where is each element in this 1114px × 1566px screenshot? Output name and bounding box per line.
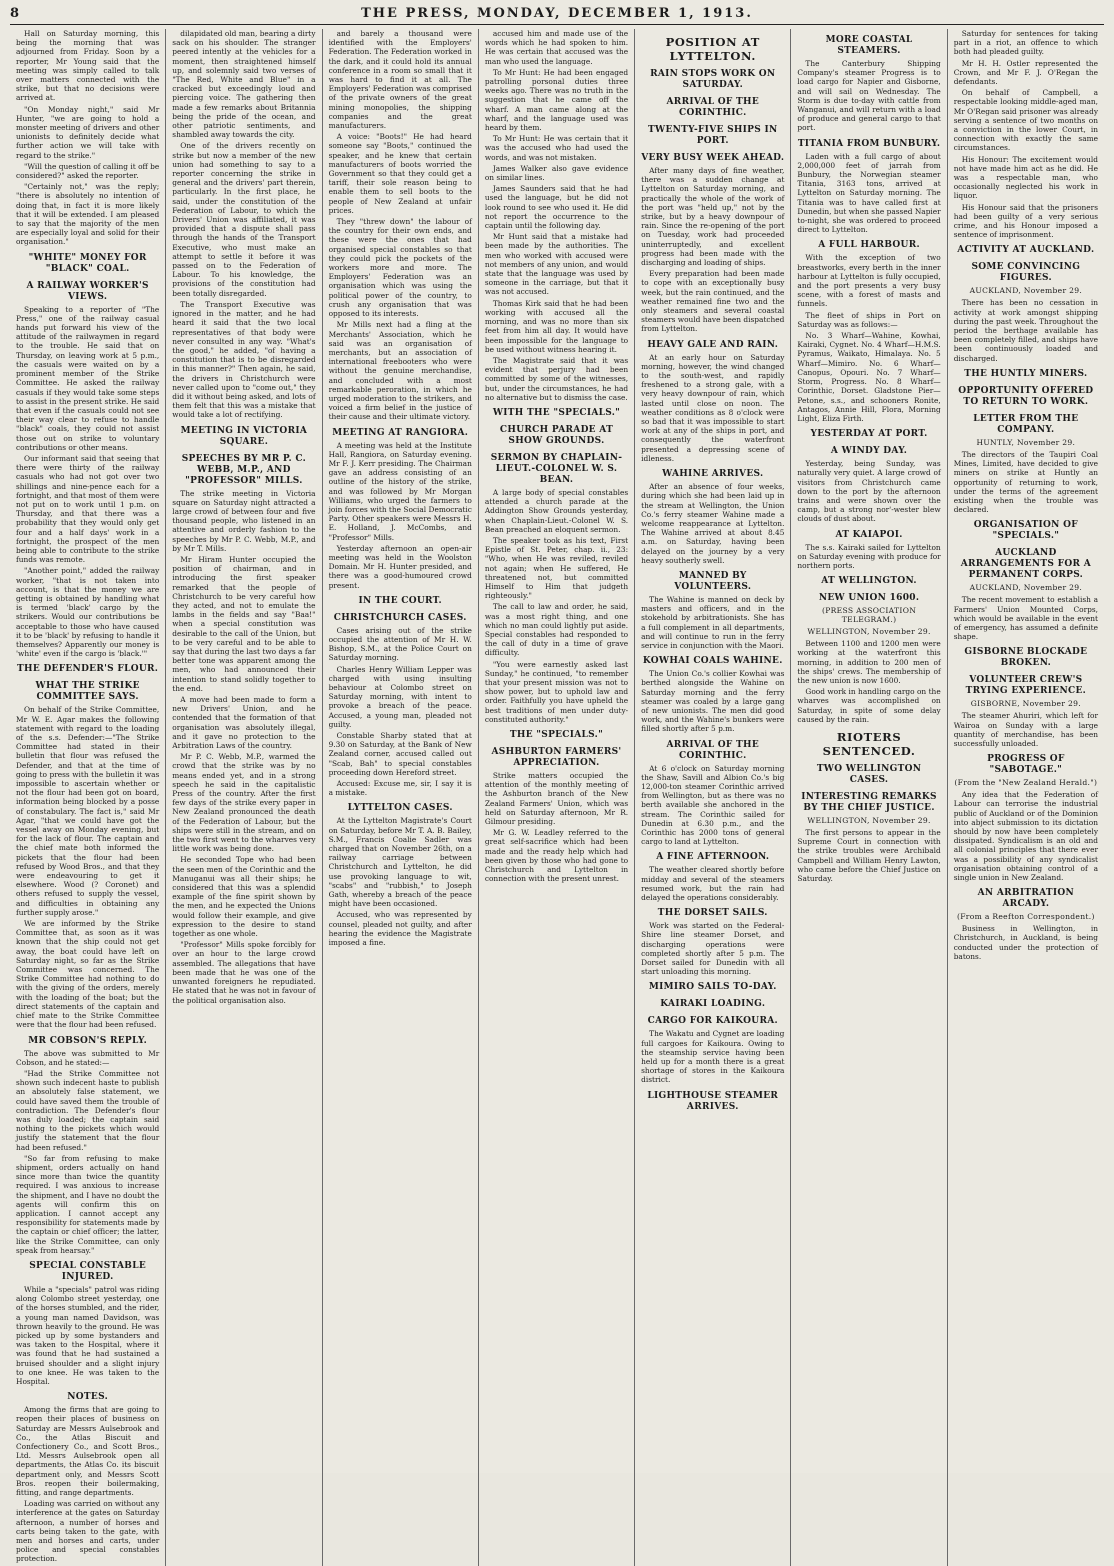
article-paragraph: After an absence of four weeks, during which she had been laid up in the stream at Wellington, the Union Co.'s ferry steamer Wahine made a welcome reappearance at Lyttelton. The Wahine arrived at about 8.45 a.m. on Saturday, having been delayed on the journey by a very heavy southerly swell. bbox=[641, 482, 785, 565]
masthead-title: THE PRESS, MONDAY, DECEMBER 1, 1913. bbox=[361, 6, 753, 21]
article-paragraph: He seconded Tope who had been the seen men of the Corinthic and the Manuganui was all their ships; he considered that this was a splendid example of the fine spirit shown by the men, and he expected the Unions would follow their example, and give expression to the desire to stand together as one whole. bbox=[172, 855, 316, 939]
article-paragraph: Laden with a full cargo of about 2,000,000 feet of jarrah from Bunbury, the Norwegian steamer Titania, 3163 tons, arrived at Lyttelton on Saturday morning. The Titania was to have called first at Dunedin, but when she passed Napier to-night, she was ordered to proceed direct to Lyttelton. bbox=[797, 151, 941, 235]
article-paragraph: Mr P. C. Webb, M.P., warmed the crowd that the strike was by no means ended yet, and in a strong speech he said in the capitalistic Press of the country. After the first few days of the strike every paper in New Zealand pronounced the death of the Federation of Labour, but the ships were still in the stream, and on the two first went to the wharves very little work was being done. bbox=[172, 752, 316, 854]
article-paragraph: At 6 o'clock on Saturday morning the Shaw, Savill and Albion Co.'s big 12,000-ton steamer Corinthic arrived from Wellington, but as there was no berth available she anchored in the stream. The Corinthic sailed for Dunedin at 6.30 p.m., and the Corinthic has 2000 tons of general cargo to land at Lyttelton. bbox=[641, 763, 785, 847]
headline: POSITION AT LYTTELTON. bbox=[665, 35, 760, 63]
article-paragraph: Strike matters occupied the attention of the monthly meeting of the Ashburton branch of the New Zealand Farmers' Union, which was held on Saturday afternoon, Mr R. Gilmour presiding. bbox=[484, 771, 629, 827]
article-paragraph: With the exception of two breastworks, every berth in the inner harbour at Lyttelton is fully occupied, and the port presents a very busy scene, with a forest of masts and funnels. bbox=[797, 253, 941, 309]
headline: INTERESTING REMARKS BY THE CHIEF JUSTICE. bbox=[801, 791, 937, 813]
article-paragraph: dilapidated old man, bearing a dirty sack on his shoulder. The stranger peered intently at the vehicles for a moment, then straightened himself up, and solemnly said two verses of "The Red, White and Blue" in a cracked but exceedingly loud and piercing voice. The gathering then made a few remarks about Britannia being the pride of the ocean, and other patriotic sentiments, and shambled away towards the city. bbox=[172, 29, 316, 140]
article-paragraph: Mr H. H. Ostler represented the Crown, and Mr F. J. O'Regan the defendants. bbox=[953, 58, 1098, 87]
article-paragraph: "Professor" Mills spoke forcibly for over an hour to the large crowd assembled. The allegations that have been made that he was one of the unwanted foreigners he repudiated. He stated that he was not in favour of the political organisation also. bbox=[172, 940, 316, 1005]
headline: AN ARBITRATION ARCADY. bbox=[977, 888, 1075, 910]
headline: IN THE COURT. bbox=[358, 595, 442, 606]
page-number: 8 bbox=[10, 6, 20, 21]
headline: WAHINE ARRIVES. bbox=[662, 469, 764, 480]
headline: THE "SPECIALS." bbox=[509, 730, 604, 740]
article-paragraph: While a "specials" patrol was riding along Colombo street yesterday, one of the horses stumbled, and the rider, a young man named Davidson, was thrown heavily to the ground. He was picked up by some bystanders and was taken to the Hospital, where it was found that he had sustained a bruised shoulder and a slight injury to one knee. He was taken to the Hospital. bbox=[16, 1284, 160, 1386]
headline: WITH THE "SPECIALS." bbox=[492, 407, 621, 418]
article-paragraph: The above was submitted to Mr Cobson, and he stated:— bbox=[16, 1048, 160, 1067]
article-paragraph: Accused, who was represented by counsel, pleaded not guilty, and after hearing the evidence the Magistrate imposed a fine. bbox=[328, 910, 472, 948]
article-paragraph: The steamer Ahuriri, which left for Wairoa on Sunday with a large quantity of merchandise, has been successfully unloaded. bbox=[953, 711, 1098, 748]
headline: KAIRAKI LOADING. bbox=[660, 999, 766, 1010]
article-paragraph: The directors of the Taupiri Coal Mines, Limited, have decided to give miners on strike at Huntly an opportunity of returning to work, under the terms of the agreement existing when the trouble was declared. bbox=[953, 449, 1098, 515]
article-paragraph: Mr Mills next had a fling at the Merchants' Association, which he said was an organisation of merchants, but an association of international freebooters who were without the genuine merchandise, and concluded with a most remarkable peroration, in which he urged moderation to the strikers, and voiced a firm belief in the justice of their cause and their ultimate victory. bbox=[328, 320, 472, 422]
article-paragraph: "Had the Strike Committee not shown such indecent haste to publish an absolutely false statement, we could have saved them the trouble of contradiction. The Defender's flour was duly loaded; the captain said nothing to the pickets which would justify the statement that the flour had been refused." bbox=[16, 1068, 160, 1152]
article-paragraph: We are informed by the Strike Committee that, as soon as it was known that the ship could not get away, the boat could have left on Saturday night, so far as the Strike Committee was concerned. The Strike Committee had nothing to do with the giving of the orders, merely with the loading of the boat; but the direct statements of the captain and chief mate to the Strike Committee were that the flour had been refused. bbox=[16, 919, 160, 1030]
headline: ASHBURTON FARMERS' APPRECIATION. bbox=[491, 747, 622, 768]
article-paragraph: Among the firms that are going to reopen their places of business on Saturday are Messrs Aulsebrook and Co., the Atlas Biscuit and Confectionery Co., and Scott Bros., Ltd. Messrs Aulsebrook open all departments, the Atlas Co. its biscuit department only, and Messrs Scott Bros. reopen their boilermaking, fitting, and range departments. bbox=[16, 1405, 160, 1498]
column-4 bbox=[479, 29, 635, 1566]
article-paragraph: They "threw down" the labour of the country for their own ends, and these were the ones that had organised special constables so that they could pick the pockets of the workers more and more. The Employers' Federation was an organisation which was using the political power of the country, to crush any organisation that was opposed to its interests. bbox=[328, 217, 472, 319]
article-paragraph: Loading was carried on without any interference at the gates on Saturday afternoon, a number of horses and carts being taken to the gate, with men and horses and carts, under police and special constables protection. bbox=[16, 1499, 160, 1564]
article-paragraph: James Saunders said that he had used the language, but he did not look round to see who used it. He did not report the occurrence to the captain until the following day. bbox=[484, 184, 629, 231]
headline: A WINDY DAY. bbox=[830, 446, 908, 457]
column-2 bbox=[166, 29, 322, 1566]
headline: PROGRESS OF "SABOTAGE." bbox=[987, 754, 1065, 776]
column-5 bbox=[635, 29, 791, 1566]
article-paragraph: accused him and made use of the words which he had spoken to him. He was certain that accused was the man who used the language. bbox=[484, 29, 629, 66]
headline: WHAT THE STRIKE COMMITTEE SAYS. bbox=[35, 681, 140, 703]
column-3 bbox=[323, 29, 479, 1566]
article-paragraph: The speaker took as his text, First Epistle of St. Peter, chap. ii., 23: "Who, when He was reviled, reviled not again; when He suffered, He threatened not, but committed Himself to Him that judgeth righteously." bbox=[484, 535, 629, 601]
headline: CARGO FOR KAIKOURA. bbox=[647, 1016, 778, 1027]
column-7 bbox=[948, 29, 1104, 1566]
article-paragraph: A large body of special constables attended a church parade at the Addington Show Grounds yesterday, when Chaplain-Lieut.-Colonel W. S. Bean preached an eloquent sermon. bbox=[484, 487, 629, 534]
article-paragraph: Between 1100 and 1200 men were working at the waterfront this morning, in addition to 200 men of the ships' crews. The membership of the new union is now 1600. bbox=[797, 639, 941, 685]
headline: A RAILWAY WORKER'S VIEWS. bbox=[26, 280, 149, 302]
headline: LIGHTHOUSE STEAMER ARRIVES. bbox=[647, 1090, 779, 1112]
article-paragraph: Business in Wellington, in Christchurch, in Auckland, is being conducted under the protection of batons. bbox=[953, 924, 1098, 961]
article-paragraph: A meeting was held at the Institute Hall, Rangiora, on Saturday evening. Mr F. J. Kerr presiding. The Chairman gave an address consisting of an outline of the history of the strike, and was followed by Mr Morgan Williams, who urged the farmers to join forces with the Social Democratic Party. Other speakers were Messrs H. E. Holland, J. McCombs, and "Professor" Mills. bbox=[328, 440, 472, 542]
dateline: (From a Reefton Correspondent.) bbox=[956, 912, 1095, 922]
dateline: AUCKLAND, November 29. bbox=[969, 286, 1083, 296]
article-paragraph: "On Monday night," said Mr Hunter, "we are going to hold a monster meeting of drivers and other unionists to definitely decide what further action we will take with regard to the strike." bbox=[16, 104, 160, 160]
article-paragraph: Speaking to a reporter of "The Press," one of the railway casual hands put forward his view of the attitude of the railwaymen in regard to the trouble. He said that on Thursday, on leaving work at 5 p.m., the casuals were waited on by a prominent member of the Strike Committee. He asked the railway casuals if they would take some steps to assist in the present strike. He said that even if the casuals could not see their way clear to refuse to handle "black" coals, they could not assist those out on strike to voluntary contributions or other means. bbox=[16, 304, 160, 452]
article-paragraph: The Union Co.'s collier Kowhai was berthed alongside the Wahine on Saturday morning and the ferry steamer was coaled by a large gang of new unionists. The men did good work, and the Wahine's bunkers were filled shortly after 5 p.m. bbox=[641, 669, 785, 734]
article-paragraph: His Honour said that the prisoners had been guilty of a very serious crime, and his Honour imposed a sentence of imprisonment. bbox=[953, 202, 1098, 240]
headline: RIOTERS SENTENCED. bbox=[822, 729, 916, 758]
headline: NEW UNION 1600. bbox=[818, 593, 920, 604]
article-paragraph: James Walker also gave evidence on similar lines. bbox=[484, 163, 629, 183]
article-paragraph: At the Lyttelton Magistrate's Court on Saturday, before Mr T. A. B. Bailey, S.M., Francis Coalie Sadler was charged that on November 26th, on a railway carriage between Christchurch and Lyttelton, he did use provoking language to wit, "scabs" and "rubbish," to Joseph Gath, whereby a breach of the peace might have been occasioned. bbox=[328, 816, 472, 909]
masthead bbox=[10, 6, 1104, 25]
headline: AT WELLINGTON. bbox=[821, 576, 917, 587]
article-paragraph: Every preparation had been made to cope with an exceptionally busy week, but the rain continued, and the weather remained fine two and the only steamers and several coastal steamers would have been dispatched from Lyttelton. bbox=[641, 269, 785, 334]
headline: RAIN STOPS WORK ON SATURDAY. bbox=[650, 69, 776, 90]
article-paragraph: Accused: Excuse me, sir, I say it is a mistake. bbox=[328, 779, 472, 798]
dateline: GISBORNE, November 29. bbox=[970, 699, 1081, 709]
article-paragraph: On behalf of Campbell, a respectable looking middle-aged man, Mr O'Regan said prisoner was already serving a sentence of two months on a conviction in the lower Court, in connection with exactly the same circumstances. bbox=[953, 88, 1098, 153]
article-paragraph: Mr Hunt said that a mistake had been made by the authorities. The men who worked with accused were not members of any union, and would state that the language was used by someone in the carriage, but that it was not accused. bbox=[484, 232, 629, 297]
headline: THE HUNTLY MINERS. bbox=[964, 368, 1088, 379]
headline: THE DEFENDER'S FLOUR. bbox=[17, 664, 159, 675]
dateline: (From the "New Zealand Herald.") bbox=[954, 778, 1098, 788]
article-paragraph: The Magistrate said that it was evident that perjury had been committed by some of the witnesses, but, under the circumstances, he had no alternative but to dismiss the case. bbox=[484, 355, 629, 402]
article-paragraph: To Mr Hunt: He had been engaged patrolling porsonal duties three weeks ago. There was no truth in the suggestion that he came off the wharf. A man came along at the wharf, and the language used was heard by them. bbox=[484, 67, 629, 133]
headline: AUCKLAND ARRANGEMENTS FOR A PERMANENT CORPS. bbox=[960, 548, 1091, 581]
headline: CHRISTCHURCH CASES. bbox=[333, 612, 467, 623]
article-paragraph: On behalf of the Strike Committee, Mr W. E. Agar makes the following statement with regard to the loading of the s.s. Defender:—"The Strike Committee had stated in their bulletin that flour was refused the Defender, and that at the time of going to press with the bulletin it was impossible to ascertain whether or not the flour had been got on board, information being blocked by a posse of constabulary. The fact is," said Mr Agar, "that we could have got the vessel away on Monday evening, but for the lack of flour. The captain and the chief mate both informed the pickets that the flour had been refused by Wood Bros., and that they were endeavouring to get it elsewhere. Wood (? Coronet) and others refused to supply the vessel, and difficulties in obtaining any further supply arose." bbox=[16, 705, 160, 917]
article-paragraph: The first persons to appear in the Supreme Court in connection with the strike troubles were Archibald Campbell and William Henry Lawton, who came before the Chief Justice on Saturday. bbox=[797, 827, 941, 883]
headline: MORE COASTAL STEAMERS. bbox=[825, 35, 913, 56]
article-paragraph: The call to law and order, he said, was a most right thing, and one which no man could lightly put aside. Special constables had responded to the call of duty in a time of grave difficulty. bbox=[484, 602, 629, 658]
headline: ORGANISATION OF "SPECIALS." bbox=[973, 520, 1078, 542]
article-paragraph: Our informant said that seeing that there were thirty of the railway casuals who had not got over two shillings and nine-pence each for a fortnight, and that most of them were not put on to work until 1 p.m. on Thursday, and that there was a probability that they would only get four and a half days' work in a fortnight, the prospect of the men being able to contribute to the strike funds was remote. bbox=[16, 453, 160, 565]
dateline: (PRESS ASSOCIATION TELEGRAM.) bbox=[821, 606, 917, 625]
article-paragraph: "Another point," added the railway worker, "that is not taken into account, is that the money we are getting is obtained by handling what is termed 'black' cargo by the strikers. Would our contributions be acceptable to those who have caused it to be 'black' by refusing to handle it themselves? Apparently our money is 'white' even if the cargo is 'black.'" bbox=[16, 566, 160, 659]
headline: VERY BUSY WEEK AHEAD. bbox=[641, 153, 785, 163]
article-paragraph: Yesterday, being Sunday, was naturally very quiet. A large crowd of visitors from Christchurch came down to the port by the afternoon trains and were shown over the camp, but a strong nor'-wester blew clouds of dust about. bbox=[797, 459, 941, 524]
headline: LETTER FROM THE COMPANY. bbox=[973, 413, 1079, 435]
article-paragraph: Thomas Kirk said that he had been working with accused all the morning, and was no more than six feet from him all day. It would have been impossible for the language to be used without witness hearing it. bbox=[484, 298, 629, 354]
headline: MIMIRO SAILS TO-DAY. bbox=[648, 982, 777, 993]
article-paragraph: The Wakatu and Cygnet are loading full cargoes for Kaikoura. Owing to the steamship service having been held up for a month there is a great shortage of stores in the Kaikoura district. bbox=[641, 1029, 785, 1085]
article-paragraph: One of the drivers recently on strike but now a member of the new union had something to say to a reporter concerning the strike in general and the drivers' part therein, particularly. In the first place, he said, under the constitution of the Federation of Labour, to which the Drivers' Union was affiliated, it was provided that a dispute shall pass through the hands of the Transport Executive, who must make an attempt to settle it before it was passed on to the Federation of Labour. To his knowledge, the provisions of the constitution had been totally disregarded. bbox=[172, 141, 316, 298]
article-paragraph: There has been no cessation in activity at work amongst shipping during the past week. Throughout the period the berthage available has been completely filled, and ships have been continuously loaded and discharged. bbox=[953, 298, 1098, 363]
headline: MEETING AT RANGIORA. bbox=[332, 427, 469, 438]
article-paragraph: The Canterbury Shipping Company's steamer Progress is to load cargo for Napier and Gisborne, and will sail on Wednesday. The Storm is due to-day with cattle from Wanganui, and will return with a load of produce and general cargo to that port. bbox=[797, 59, 941, 133]
headline: TWO WELLINGTON CASES. bbox=[816, 763, 922, 785]
article-paragraph: Saturday for sentences for taking part in a riot, an offence to which both had pleaded guilty. bbox=[953, 29, 1098, 57]
article-paragraph: Good work in handling cargo on the wharves was accomplished on Saturday, in spite of some delay caused by the rain. bbox=[797, 687, 941, 724]
headline: A FINE AFTERNOON. bbox=[656, 852, 770, 863]
headline: MR COBSON'S REPLY. bbox=[28, 1035, 148, 1046]
article-paragraph: Constable Sharby stated that at 9.30 on Saturday, at the Bank of New Zealand corner, accused called out "Scab, Bah" to special constables proceeding down Hereford street. bbox=[328, 731, 472, 777]
headline: ARRIVAL OF THE CORINTHIC. bbox=[666, 97, 760, 118]
headline: CHURCH PARADE AT SHOW GROUNDS. bbox=[499, 424, 614, 446]
headline: LYTTELTON CASES. bbox=[347, 803, 453, 814]
headline: SPEECHES BY MR P. C. WEBB, M.P., AND "PROFESSOR" MILLS. bbox=[181, 453, 307, 486]
headline: SPECIAL CONSTABLE INJURED. bbox=[29, 1260, 147, 1282]
article-paragraph: "You were earnestly asked last Sunday," he continued, "to remember that your present mission was not to show power, but to uphold law and order. Faithfully you have upheld the best traditions of men under duty-constituted authority." bbox=[484, 659, 629, 724]
article-paragraph: A move had been made to form a new Drivers' Union, and he contended that the formation of that organisation was absolutely illegal, and it gave no protection to the Arbitration Laws of the country. bbox=[172, 695, 316, 751]
dateline: WELLINGTON, November 29. bbox=[807, 815, 931, 825]
headline: "WHITE" MONEY FOR "BLACK" COAL. bbox=[28, 252, 147, 274]
article-paragraph: Charles Henry William Lepper was charged with using insulting behaviour at Colombo street on Saturday morning, with intent to provoke a breach of the peace. Accused, a young man, pleaded not guilty. bbox=[328, 664, 472, 729]
headline: THE DORSET SAILS. bbox=[657, 908, 768, 919]
headline: YESTERDAY AT PORT. bbox=[810, 429, 928, 440]
headline: MEETING IN VICTORIA SQUARE. bbox=[180, 425, 308, 447]
article-paragraph: His Honour: The excitement would not have made him act as he did. He was a respectable man, who occasionally neglected his work in liquor. bbox=[953, 154, 1098, 201]
headline: ACTIVITY AT AUCKLAND. bbox=[957, 245, 1095, 256]
article-paragraph: Cases arising out of the strike occupied the attention of Mr H. W. Bishop, S.M., at the Police Court on Saturday morning. bbox=[328, 625, 472, 663]
article-paragraph: Hall on Saturday morning, this being the morning that was adjourned from Friday. Soon by a reporter, Mr Young said that the meeting was simply called to talk over matters connected with the strike, but that no decisions were arrived at. bbox=[16, 29, 160, 103]
headline: HEAVY GALE AND RAIN. bbox=[647, 339, 779, 350]
headline: SERMON BY CHAPLAIN-LIEUT.-COLONEL W. S. BEAN. bbox=[490, 452, 623, 485]
article-paragraph: Mr Hiram Hunter occupied the position of chairman, and in introducing the first speaker remarked that the people of Christchurch to be very careful how they acted, and not to emulate the lambs in the fields and say "Baa!" when a special constitution was desirable to the call of the Union, but to be very careful and to be able to say that during the last two days a far better tone was apparent among the men, who had announced their intention to stand solidly together to the end. bbox=[172, 554, 316, 693]
article-paragraph: The Transport Executive was ignored in the matter, and he had heard it said that the two local representatives of that body were never consulted in any way. "What's the good," he added, "of having a constitution that is to be disregarded in this manner?" Then again, he said, the drivers in Christchurch were never called upon to "come out," they did it without being asked, and lots of them felt that this was a mistake that would take a lot of rectifying. bbox=[172, 299, 316, 420]
column-6 bbox=[791, 29, 947, 1566]
article-paragraph: The Wahine is manned on deck by masters and officers, and in the stokehold by arbitrationists. She has a full complement in all departments, and will continue to run in the ferry service in conjunction with the Maori. bbox=[641, 594, 785, 650]
article-paragraph: After many days of fine weather, there was a sudden change at Lyttelton on Saturday morning, and practically the whole of the work of the port was "held up," not by the strike, but by a heavy downpour of rain. Since the re-opening of the port on Tuesday, work had proceeded uninterruptedly, and excellent progress had been made with the discharging and loading of ships. bbox=[641, 166, 785, 268]
headline: NOTES. bbox=[67, 1392, 109, 1403]
dateline: HUNTLY, November 29. bbox=[976, 437, 1076, 447]
article-paragraph: The weather cleared shortly before midday and several of the steamers resumed work, but the rain had delayed the operations considerably. bbox=[641, 865, 785, 902]
article-paragraph: The strike meeting in Victoria square on Saturday night attracted a large crowd of between four and five thousand people, who listened in an attentive and orderly fashion to the speeches by Mr P. C. Webb, M.P., and by Mr T. Mills. bbox=[172, 488, 316, 553]
article-paragraph: "So far from refusing to make shipment, orders actually on hand since more than twice the quantity required. I was anxious to increase the shipment, and I have no doubt the agents will confirm this on application. I cannot accept any responsibility for statements made by the captain or chief officer; the latter, like the Strike Committee, can only speak from hearsay." bbox=[16, 1153, 160, 1255]
column-1 bbox=[10, 29, 166, 1566]
article-paragraph: The s.s. Kairaki sailed for Lyttelton on Saturday evening with produce for northern ports. bbox=[797, 542, 941, 570]
article-paragraph: "Will the question of calling it off be considered?" asked the reporter. bbox=[16, 161, 160, 181]
headline: AT KAIAPOI. bbox=[835, 529, 903, 540]
newspaper-columns bbox=[10, 29, 1104, 1564]
article-paragraph: Yesterday afternoon an open-air meeting was held in the Woolston Domain. Mr H. Hunter presided, and there was a good-humoured crowd present. bbox=[328, 543, 472, 590]
article-paragraph: No. 3 Wharf—Wahine, Kowhai, Kairaki, Cygnet. No. 4 Wharf—H.M.S. Pyramus, Waikato, Himalaya. No. 5 Wharf—Mimiro. No. 6 Wharf—Canopus, Opouri. No. 7 Wharf—Storm, Progress. No. 8 Wharf—Corinthic, Dorset. Gladstone Pier—Petone, s.s., and schooners Ronite, Antagos, Annie Hill, Flora, Morning Light, Eliza Firth. bbox=[797, 331, 941, 423]
article-paragraph: To Mr Hunt: He was certain that it was the accused who had used the words, and was not mistaken. bbox=[484, 134, 629, 162]
article-paragraph: and barely a thousand were identified with the Employers' Federation. The Federation worked in the dark, and it could hold its annual conference in a room so small that it was hard to find it at all. The Employers' Federation was comprised of the private owners of the great mining monopolies, the shipping companies and the great manufacturers. bbox=[328, 29, 472, 131]
dateline: AUCKLAND, November 29. bbox=[969, 583, 1083, 593]
headline: KOWHAI COALS WAHINE. bbox=[642, 656, 783, 667]
headline: ARRIVAL OF THE CORINTHIC. bbox=[666, 739, 760, 761]
dateline: WELLINGTON, November 29. bbox=[807, 627, 931, 637]
headline: A FULL HARBOUR. bbox=[818, 240, 920, 251]
article-paragraph: The recent movement to establish a Farmers' Union Mounted Corps, which would be available in the event of emergency, has assumed a definite shape. bbox=[953, 595, 1098, 642]
article-paragraph: "Certainly not," was the reply; "there is absolutely no intention of doing that, in fact it is more likely that it will be extended. I am pleased to say that the majority of the men are especially loyal and solid for their organisation." bbox=[16, 182, 160, 247]
article-paragraph: At an early hour on Saturday morning, however, the wind changed to the south-west, and rapidly freshened to a strong gale, with a very heavy downpour of rain, which lasted until close on noon. The weather conditions as 8 o'clock were so bad that it was impossible to start work at any of the ships in port, and consequently the waterfront presented a depressing scene of idleness. bbox=[641, 352, 785, 463]
article-paragraph: A voice: "Boots!" He had heard someone say "Boots," continued the speaker, and he knew that certain manufacturers of boots worried the Government so that they could get a tariff, their sole reason being to enable them to sell boots to the people of New Zealand at unfair prices. bbox=[328, 132, 472, 215]
headline: SOME CONVINCING FIGURES. bbox=[971, 262, 1081, 284]
headline: GISBORNE BLOCKADE BROKEN. bbox=[964, 647, 1088, 669]
headline: TITANIA FROM BUNBURY. bbox=[797, 138, 941, 149]
headline: VOLUNTEER CREW'S TRYING EXPERIENCE. bbox=[965, 675, 1087, 697]
headline: TWENTY-FIVE SHIPS IN PORT. bbox=[648, 125, 778, 146]
headline: MANNED BY VOLUNTEERS. bbox=[674, 570, 752, 592]
article-paragraph: Mr G. W. Leadley referred to the great self-sacrifice which had been made and the ready help which had been given by those who had gone to Christchurch and Lyttelton in connection with the present unrest. bbox=[484, 828, 629, 884]
headline: OPPORTUNITY OFFERED TO RETURN TO WORK. bbox=[958, 385, 1094, 407]
article-paragraph: Any idea that the Federation of Labour can terrorise the industrial public of Auckland or of the Dominion into abject submission to its dictation should by now have been completely dissipated. Syndicalism is an old and all colonial principles that there ever was a possibility of any syndicalist organisation obtaining control of a single union in New Zealand. bbox=[953, 790, 1098, 882]
article-paragraph: The fleet of ships in Port on Saturday was as follows:— bbox=[797, 310, 941, 329]
article-paragraph: Work was started on the Federal-Shire line steamer Dorset, and discharging operations were completed shortly after 5 p.m. The Dorset sailed for Dunedin with all start unloading this morning. bbox=[641, 921, 785, 977]
